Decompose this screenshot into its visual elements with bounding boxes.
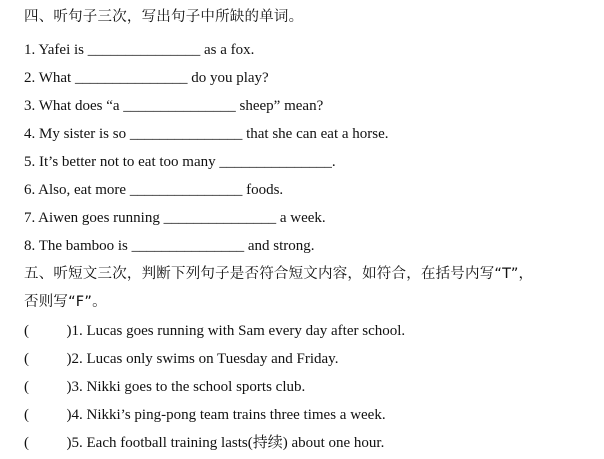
answer-parentheses[interactable]: ( )	[24, 407, 72, 423]
true-false-item-2	[24, 349, 338, 369]
fill-in-item-1	[24, 40, 254, 60]
answer-parentheses[interactable]: ( )	[24, 351, 72, 367]
item-prefix: 1. Yafei is	[24, 42, 88, 58]
section4-heading: 四、听句子三次，写出句子中所缺的单词。	[24, 9, 304, 25]
item-prefix: 8. The bamboo is	[24, 238, 132, 254]
item-prefix: 2. What	[24, 70, 75, 86]
item-prefix: 5. It’s better not to eat too many	[24, 154, 220, 170]
section5-heading-line2: 否则写“F”。	[24, 294, 107, 310]
item-suffix: do you play?	[187, 70, 269, 86]
item-prefix: 6. Also, eat more	[24, 182, 130, 198]
fill-in-item-5	[24, 152, 336, 172]
fill-in-item-2	[24, 68, 269, 88]
statement-text: 2. Lucas only swims on Tuesday and Friday.	[71, 351, 339, 367]
item-suffix: as a fox.	[200, 42, 255, 58]
answer-blank[interactable]: _______________	[123, 98, 236, 114]
true-false-item-1	[24, 321, 405, 341]
answer-blank[interactable]: _______________	[129, 126, 243, 142]
answer-blank[interactable]: _______________	[74, 70, 188, 86]
item-prefix: 7. Aiwen goes running	[24, 210, 164, 226]
statement-text: 5. Each football training lasts(持续) about one hour.	[71, 435, 385, 451]
true-false-item-4	[24, 405, 386, 425]
item-prefix: 3. What does “a	[24, 98, 124, 114]
answer-parentheses[interactable]: ( )	[24, 379, 72, 395]
answer-blank[interactable]: _______________	[219, 154, 332, 170]
item-suffix: .	[331, 154, 336, 170]
item-suffix: foods.	[242, 182, 284, 198]
fill-in-item-3	[24, 96, 323, 116]
answer-blank[interactable]: _______________	[87, 42, 201, 58]
item-suffix: a week.	[276, 210, 326, 226]
item-suffix: sheep” mean?	[235, 98, 324, 114]
statement-text: 3. Nikki goes to the school sports club.	[71, 379, 306, 395]
answer-parentheses[interactable]: ( )	[24, 323, 72, 339]
item-prefix: 4. My sister is so	[24, 126, 130, 142]
fill-in-item-7	[24, 208, 326, 228]
section5-heading-line1: 五、听短文三次，判断下列句子是否符合短文内容，如符合，在括号内写“T”，	[24, 266, 534, 282]
statement-text: 1. Lucas goes running with Sam every day after school.	[71, 323, 406, 339]
true-false-item-3	[24, 377, 305, 397]
item-suffix: that she can eat a horse.	[242, 126, 389, 142]
fill-in-item-4	[24, 124, 389, 144]
answer-blank[interactable]: _______________	[163, 210, 277, 226]
fill-in-item-6	[24, 180, 283, 200]
true-false-item-5	[24, 433, 384, 453]
answer-parentheses[interactable]: ( )	[24, 435, 72, 451]
answer-blank[interactable]: _______________	[129, 182, 243, 198]
fill-in-item-8	[24, 236, 315, 256]
answer-blank[interactable]: _______________	[131, 238, 245, 254]
statement-text: 4. Nikki’s ping-pong team trains three times a week.	[71, 407, 386, 423]
item-suffix: and strong.	[244, 238, 315, 254]
